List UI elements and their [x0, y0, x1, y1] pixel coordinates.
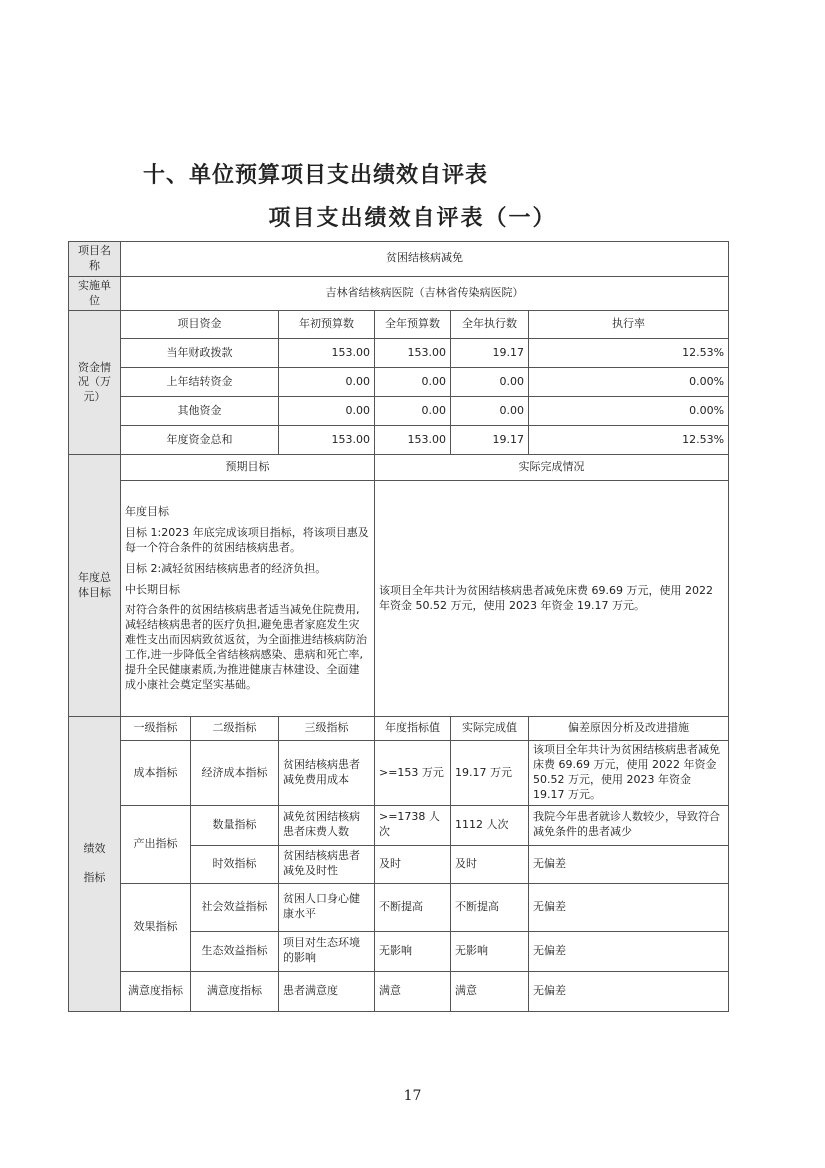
- level1-indicator: 产出指标: [121, 805, 191, 883]
- funds-value: 0.00: [375, 397, 451, 426]
- funds-value: 19.17: [451, 426, 529, 455]
- level3-indicator: 患者满意度: [279, 971, 375, 1011]
- performance-header: 偏差原因分析及改进措施: [529, 717, 729, 741]
- level2-indicator: 数量指标: [191, 805, 279, 845]
- level3-indicator: 贫困人口身心健康水平: [279, 883, 375, 931]
- funds-value: 0.00: [375, 368, 451, 397]
- funds-source: 当年财政拨款: [121, 339, 279, 368]
- expected-goal-text: [121, 481, 375, 717]
- actual-value: 及时: [451, 845, 529, 883]
- funds-value: 0.00: [279, 368, 375, 397]
- page-number: 17: [403, 1088, 422, 1104]
- actual-result-text: 该项目全年共计为贫困结核病患者减免床费 69.69 万元，使用 2022 年资金 50.52 万元，使用 2023 年资金 19.17 万元。: [375, 481, 729, 717]
- funds-value: 12.53%: [529, 426, 729, 455]
- goals-section-label: 年度总体目标: [69, 455, 121, 717]
- level3-indicator: 项目对生态环境的影响: [279, 931, 375, 971]
- annual-target-value: 无影响: [375, 931, 451, 971]
- performance-row: [69, 971, 729, 1011]
- funds-value: 19.17: [451, 339, 529, 368]
- actual-value: 1112 人次: [451, 805, 529, 845]
- performance-label-line: 指标: [83, 871, 106, 885]
- funds-header: 全年预算数: [375, 311, 451, 339]
- deviation-analysis: 无偏差: [529, 883, 729, 931]
- performance-row: [69, 883, 729, 931]
- level1-indicator: 满意度指标: [121, 971, 191, 1011]
- funds-row: [69, 397, 729, 426]
- funds-header: 项目资金: [121, 311, 279, 339]
- goal-item: 目标 2:减轻贫困结核病患者的经济负担。: [125, 561, 327, 575]
- goals-header-row: [69, 455, 729, 481]
- funds-source: 年度资金总和: [121, 426, 279, 455]
- level2-indicator: 社会效益指标: [191, 883, 279, 931]
- level3-indicator: 贫困结核病患者减免费用成本: [279, 741, 375, 805]
- funds-row: [69, 426, 729, 455]
- performance-row: [69, 805, 729, 845]
- funds-value: 0.00: [451, 368, 529, 397]
- level3-indicator: 减免贫困结核病患者床费人数: [279, 805, 375, 845]
- funds-value: 0.00: [279, 397, 375, 426]
- implementing-unit-label: 实施单位: [69, 276, 121, 311]
- deviation-analysis: 该项目全年共计为贫困结核病患者减免床费 69.69 万元，使用 2022 年资金 50.52 万元，使用 2023 年资金 19.17 万元。: [529, 741, 729, 805]
- actual-value: 不断提高: [451, 883, 529, 931]
- funds-value: 0.00: [451, 397, 529, 426]
- actual-value: 满意: [451, 971, 529, 1011]
- goal-item: 对符合条件的贫困结核病患者适当减免住院费用,减轻结核病患者的医疗负担,避免患者家庭发生灾难性支出而因病致贫返贫，为全面推进结核病防治工作,进一步降低全省结核病感染、患病和死亡率,提升全民健康素质,为推进健康吉林建设、全面建成小康社会奠定坚实基础。: [125, 603, 367, 691]
- level2-indicator: 经济成本指标: [191, 741, 279, 805]
- table-title: 项目支出绩效自评表（一）: [268, 205, 557, 231]
- self-evaluation-table: [68, 241, 729, 1012]
- funds-section-label: 资金情况（万元）: [69, 311, 121, 455]
- funds-value: 12.53%: [529, 339, 729, 368]
- deviation-analysis: 无偏差: [529, 845, 729, 883]
- annual-target-value: 不断提高: [375, 883, 451, 931]
- funds-header-row: [69, 311, 729, 339]
- funds-row: [69, 368, 729, 397]
- annual-goal-heading: 年度目标: [125, 505, 169, 519]
- performance-header: 一级指标: [121, 717, 191, 741]
- implementing-unit-row: [69, 276, 729, 311]
- project-name-label: 项目名称: [69, 242, 121, 277]
- goal-item: 目标 1:2023 年底完成该项目指标，将该项目惠及每一个符合条件的贫困结核病患者。: [125, 526, 369, 554]
- level2-indicator: 生态效益指标: [191, 931, 279, 971]
- annual-target-value: 及时: [375, 845, 451, 883]
- goals-content-row: [69, 481, 729, 717]
- funds-header: 执行率: [529, 311, 729, 339]
- level2-indicator: 满意度指标: [191, 971, 279, 1011]
- expected-goal-header: 预期目标: [121, 455, 375, 481]
- annual-target-value: >=1738 人次: [375, 805, 451, 845]
- funds-value: 153.00: [279, 339, 375, 368]
- performance-row: [69, 741, 729, 805]
- implementing-unit: 吉林省结核病医院（吉林省传染病医院）: [121, 276, 729, 311]
- performance-header-row: [69, 717, 729, 741]
- performance-section-label: [69, 717, 121, 1011]
- actual-result-header: 实际完成情况: [375, 455, 729, 481]
- funds-value: 0.00%: [529, 397, 729, 426]
- project-name-row: [69, 242, 729, 277]
- deviation-analysis: 无偏差: [529, 971, 729, 1011]
- funds-header: 全年执行数: [451, 311, 529, 339]
- funds-value: 153.00: [375, 339, 451, 368]
- funds-value: 153.00: [279, 426, 375, 455]
- level1-indicator: 效果指标: [121, 883, 191, 971]
- funds-value: 153.00: [375, 426, 451, 455]
- level3-indicator: 贫困结核病患者减免及时性: [279, 845, 375, 883]
- performance-label-line: 绩效: [83, 842, 106, 856]
- performance-header: 实际完成值: [451, 717, 529, 741]
- project-name: 贫困结核病减免: [121, 242, 729, 277]
- annual-target-value: >=153 万元: [375, 741, 451, 805]
- level1-indicator: 成本指标: [121, 741, 191, 805]
- long-term-goal-heading: 中长期目标: [125, 582, 180, 596]
- actual-value: 19.17 万元: [451, 741, 529, 805]
- performance-header: 年度指标值: [375, 717, 451, 741]
- level2-indicator: 时效指标: [191, 845, 279, 883]
- performance-header: 二级指标: [191, 717, 279, 741]
- funds-value: 0.00%: [529, 368, 729, 397]
- funds-source: 其他资金: [121, 397, 279, 426]
- funds-header: 年初预算数: [279, 311, 375, 339]
- performance-header: 三级指标: [279, 717, 375, 741]
- deviation-analysis: 无偏差: [529, 931, 729, 971]
- annual-target-value: 满意: [375, 971, 451, 1011]
- funds-row: [69, 339, 729, 368]
- actual-value: 无影响: [451, 931, 529, 971]
- funds-source: 上年结转资金: [121, 368, 279, 397]
- section-title: 十、单位预算项目支出绩效自评表: [143, 163, 489, 188]
- deviation-analysis: 我院今年患者就诊人数较少，导致符合减免条件的患者减少: [529, 805, 729, 845]
